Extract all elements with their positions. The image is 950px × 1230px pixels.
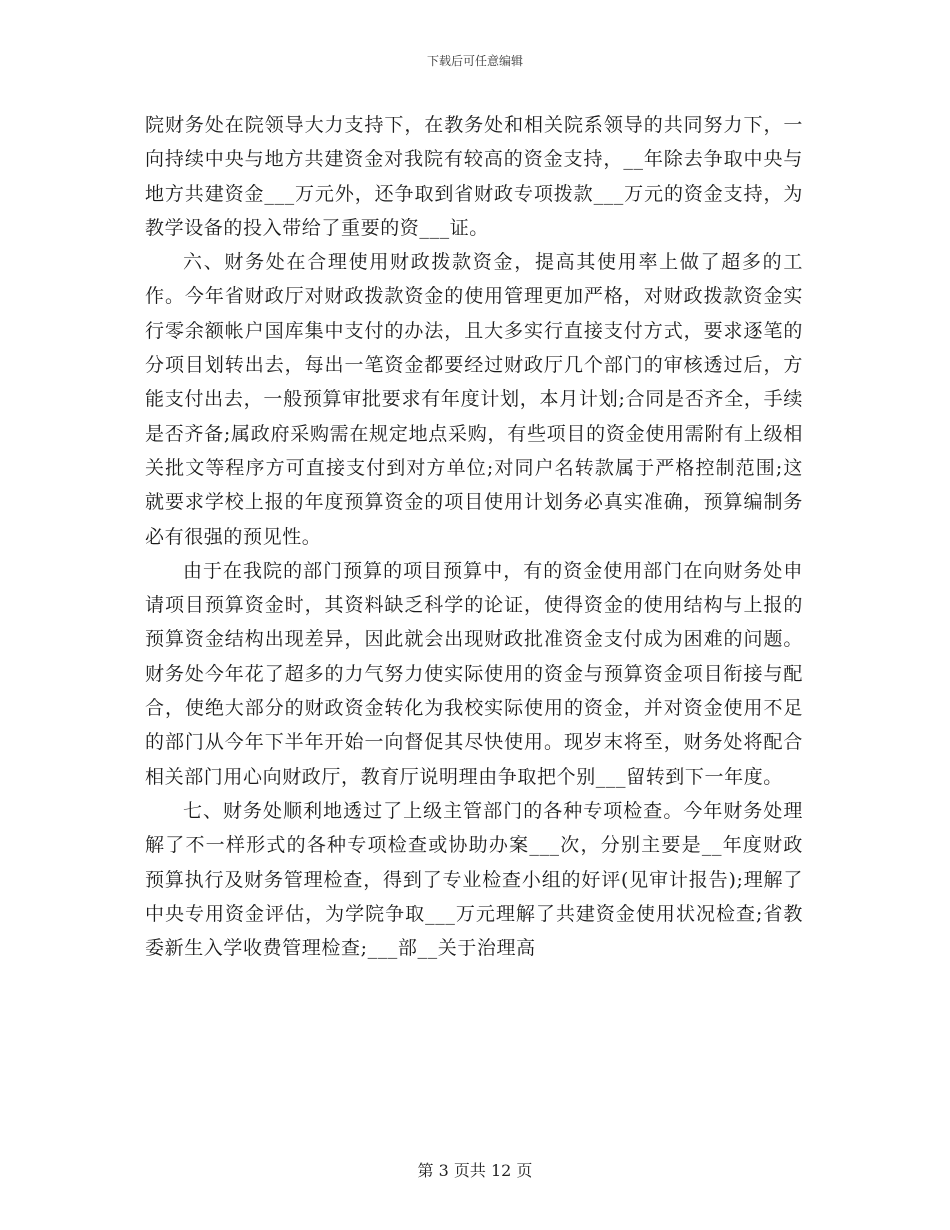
page-number: 第 3 页共 12 页 (417, 1161, 533, 1180)
paragraph-3: 由于在我院的部门预算的项目预算中，有的资金使用部门在向财务处申请项目预算资金时，其资料缺乏科学的论证，使得资金的使用结构与上报的预算资金结构出现差异，因此就会出现财政批准资金支付成为困难的问题。财务处今年花了超多的力气努力使实际使用的资金与预算资金项目衔接与配合，使绝大部分的财政资金转化为我校实际使用的资金，并对资金使用不足的部门从今年下半年开始一向督促其尽快使用。现岁末将至，财务处将配合相关部门用心向财政厅，教育厅说明理由争取把个别___留转到下一年度。 (145, 559, 803, 788)
document-body (145, 108, 803, 965)
paragraph-1: 院财务处在院领导大力支持下，在教务处和相关院系领导的共同努力下，一向持续中央与地方共建资金对我院有较高的资金支持，__年除去争取中央与地方共建资金___万元外，还争取到省财政专项拨款___万元的资金支持，为教学设备的投入带给了重要的资___证。 (145, 114, 803, 239)
page-header: 下载后可任意编辑 (426, 54, 523, 68)
paragraph-4: 七、财务处顺利地透过了上级主管部门的各种专项检查。今年财务处理解了不一样形式的各种专项检查或协助办案___次，分别主要是__年度财政预算执行及财务管理检查，得到了专业检查小组的好评(见审计报告);理解了中央专用资金评估，为学院争取___万元理解了共建资金使用状况检查;省教委新生入学收费管理检查;___部__关于治理高 (145, 799, 803, 960)
paragraph-2: 六、财务处在合理使用财政拨款资金，提高其使用率上做了超多的工作。今年省财政厅对财政拨款资金的使用管理更加严格，对财政拨款资金实行零余额帐户国库集中支付的办法，且大多实行直接支付方式，要求逐笔的分项目划转出去，每出一笔资金都要经过财政厅几个部门的审核透过后，方能支付出去，一般预算审批要求有年度计划，本月计划;合同是否齐全，手续是否齐备;属政府采购需在规定地点采购，有些项目的资金使用需附有上级相关批文等程序方可直接支付到对方单位;对同户名转款属于严格控制范围;这就要求学校上报的年度预算资金的项目使用计划务必真实准确，预算编制务必有很强的预见性。 (145, 251, 803, 548)
